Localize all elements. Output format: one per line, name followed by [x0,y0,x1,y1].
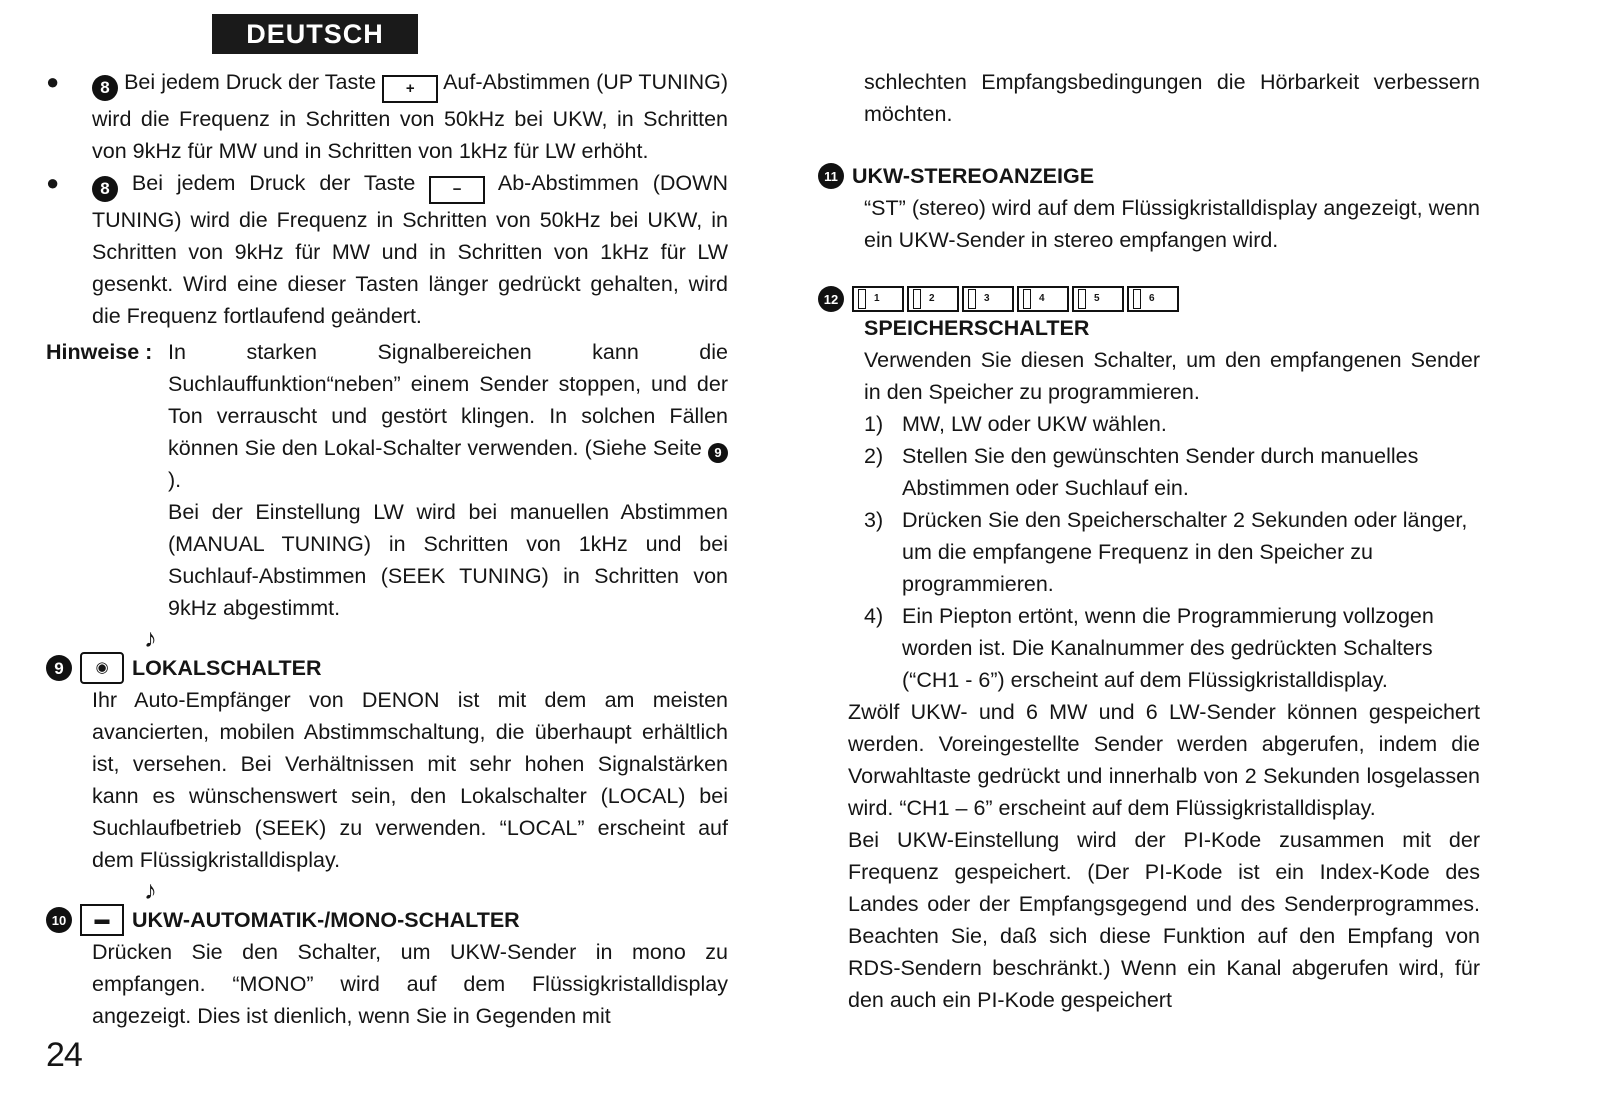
section-12-body [818,312,1480,696]
circled-8-icon: 8 [92,75,118,101]
down-key-icon: − [429,176,485,204]
list-item: 4) Ein Piepton ertönt, wenn die Programmierung vollzogen worden ist. Die Kanalnummer des gedrückten Schalters (“CH1 - 6”) erscheint auf dem Flüssigkristalldisplay. [864,604,1434,692]
continued-text-block [818,66,1480,130]
up-key-icon: + [382,75,438,103]
preset-buttons-icon [852,286,1179,312]
music-note-icon: ♪ [144,875,157,905]
mono-button-icon: ▬ [80,904,124,936]
bullet-up-body: Auf-Abstimmen (UP TUNING) wird die Frequenz in Schritten von 50kHz bei UKW, in Schritten von 9kHz für MW und in Schritten von 1kHz für LW erhöht. [92,70,728,163]
paragraph-pi-code: Bei UKW-Einstellung wird der PI-Kode zusammen mit der Frequenz gespeichert. (Der PI-Kode ist ein Index-Kode des Landes oder der Empfangsgegend und des Senderprogrammes. Beachten Sie, daß sich diese Funktion auf den Empfang von RDS-Sendern beschränkt.) Wenn ein Kanal abgerufen wird, für den auch ein PI-Kode gespeichert [848,828,1480,1012]
paragraph-presets: Zwölf UKW- und 6 MW und 6 LW-Sender können gespeichert werden. Voreingestellte Sender werden abgerufen, indem die Vorwahltaste gedrückt und innerhalb von 2 Sekunden losgelassen wird. “CH1 – 6” erscheint auf dem Flüssigkristalldisplay. [848,700,1480,820]
bullet-down-text [92,167,728,332]
section-12-title: SPEICHERSCHALTER [864,316,1090,340]
preset-1-icon: 1 [852,286,904,312]
section-11-heading [818,160,1480,192]
section-11-number: 11 [818,163,844,189]
section-10-body [46,936,728,1032]
bullet-down-tuning [46,167,728,332]
music-note-icon: ♪ [144,623,157,653]
section-10-title: UKW-AUTOMATIK-/MONO-SCHALTER [132,908,520,932]
notes-text-1-body: In starken Signalbereichen kann die Suchlauffunktion“neben” einem Sender stoppen, und der Ton verrauscht und gestört klingen. In solchen Fällen können Sie den Lokal-Schalter verwenden. (Siehe Seite [168,340,728,460]
circled-9-icon: 9 [708,443,728,463]
notes-label: Hinweise : [46,340,153,364]
left-column [46,66,728,1032]
notes-block [46,336,728,624]
section-12-heading [818,286,1480,312]
local-button-icon: ◉ [80,652,124,684]
preset-2-icon: 2 [907,286,959,312]
bullet-icon: ● [46,69,60,94]
notes-text-2: Bei der Einstellung LW wird bei manuellen Abstimmen (MANUAL TUNING) in Schritten von 1kHz und bei Suchlauf-Abstimmen (SEEK TUNING) in Schritten von 9kHz abgestimmt. [168,500,728,620]
section-12-number: 12 [818,286,844,312]
list-item: 1) MW, LW oder UKW wählen. [864,412,1167,436]
bullet-up-tuning [46,66,728,167]
bullet-up-text [92,66,728,167]
notes-text-1 [168,336,728,496]
section-9-text: Ihr Auto-Empfänger von DENON ist mit dem am meisten avancierten, mobilen Abstimmschaltung, die überhaupt erhältlich ist, versehen. Bei Verhältnissen mit sehr hohen Signalstärken kann es wünschenswert sein, den Lokalschalter (LOCAL) bei Suchlaufbetrieb (SEEK) zu verwenden. “LOCAL” erscheint auf dem Flüssigkristalldisplay. [92,688,728,872]
bullet-up-lead: Bei jedem Druck der Taste [124,70,377,94]
language-tab: DEUTSCH [212,14,418,54]
list-item: 3) Drücken Sie den Speicherschalter 2 Sekunden oder länger, um die empfangene Frequenz in den Speicher zu programmieren. [864,508,1468,596]
section-11-title: UKW-STEREOANZEIGE [852,164,1095,188]
section-9-title: LOKALSCHALTER [132,656,322,680]
section-9-number: 9 [46,655,72,681]
list-item: 2) Stellen Sie den gewünschten Sender durch manuelles Abstimmen oder Suchlauf ein. [864,444,1419,500]
section-12-intro: Verwenden Sie diesen Schalter, um den empfangenen Sender in den Speicher zu programmieren. [864,348,1480,404]
section-9-body [46,684,728,876]
bullet-icon: ● [46,170,60,195]
section-11-body [818,192,1480,256]
steps-list [864,408,1480,696]
circled-8-icon: 8 [92,176,118,202]
section-10-number: 10 [46,907,72,933]
preset-3-icon: 3 [962,286,1014,312]
preset-4-icon: 4 [1017,286,1069,312]
section-11-text: “ST” (stereo) wird auf dem Flüssigkristalldisplay angezeigt, wenn ein UKW-Sender in stereo empfangen wird. [864,196,1480,252]
bullet-down-lead: Bei jedem Druck der Taste [131,171,416,195]
continued-text: schlechten Empfangsbedingungen die Hörbarkeit verbessern möchten. [864,70,1480,126]
section-10-heading [46,875,728,936]
section-9-heading [46,623,728,684]
bullet-down-body: Ab-Abstimmen (DOWN TUNING) wird die Frequenz in Schritten von 50kHz bei UKW, in Schritten von 9kHz für MW und in Schritten von 1kHz für LW gesenkt. Wird eine dieser Tasten länger gedrückt gehalten, wird die Frequenz fortlaufend geändert. [92,171,728,328]
right-column [818,66,1480,1016]
section-10-text: Drücken Sie den Schalter, um UKW-Sender in mono zu empfangen. “MONO” wird auf dem Flüssigkristalldisplay angezeigt. Dies ist dienlich, wenn Sie in Gegenden mit [92,940,728,1028]
preset-6-icon: 6 [1127,286,1179,312]
preset-5-icon: 5 [1072,286,1124,312]
notes-text-1-end: ). [168,468,182,492]
page-number: 24 [46,1036,82,1074]
